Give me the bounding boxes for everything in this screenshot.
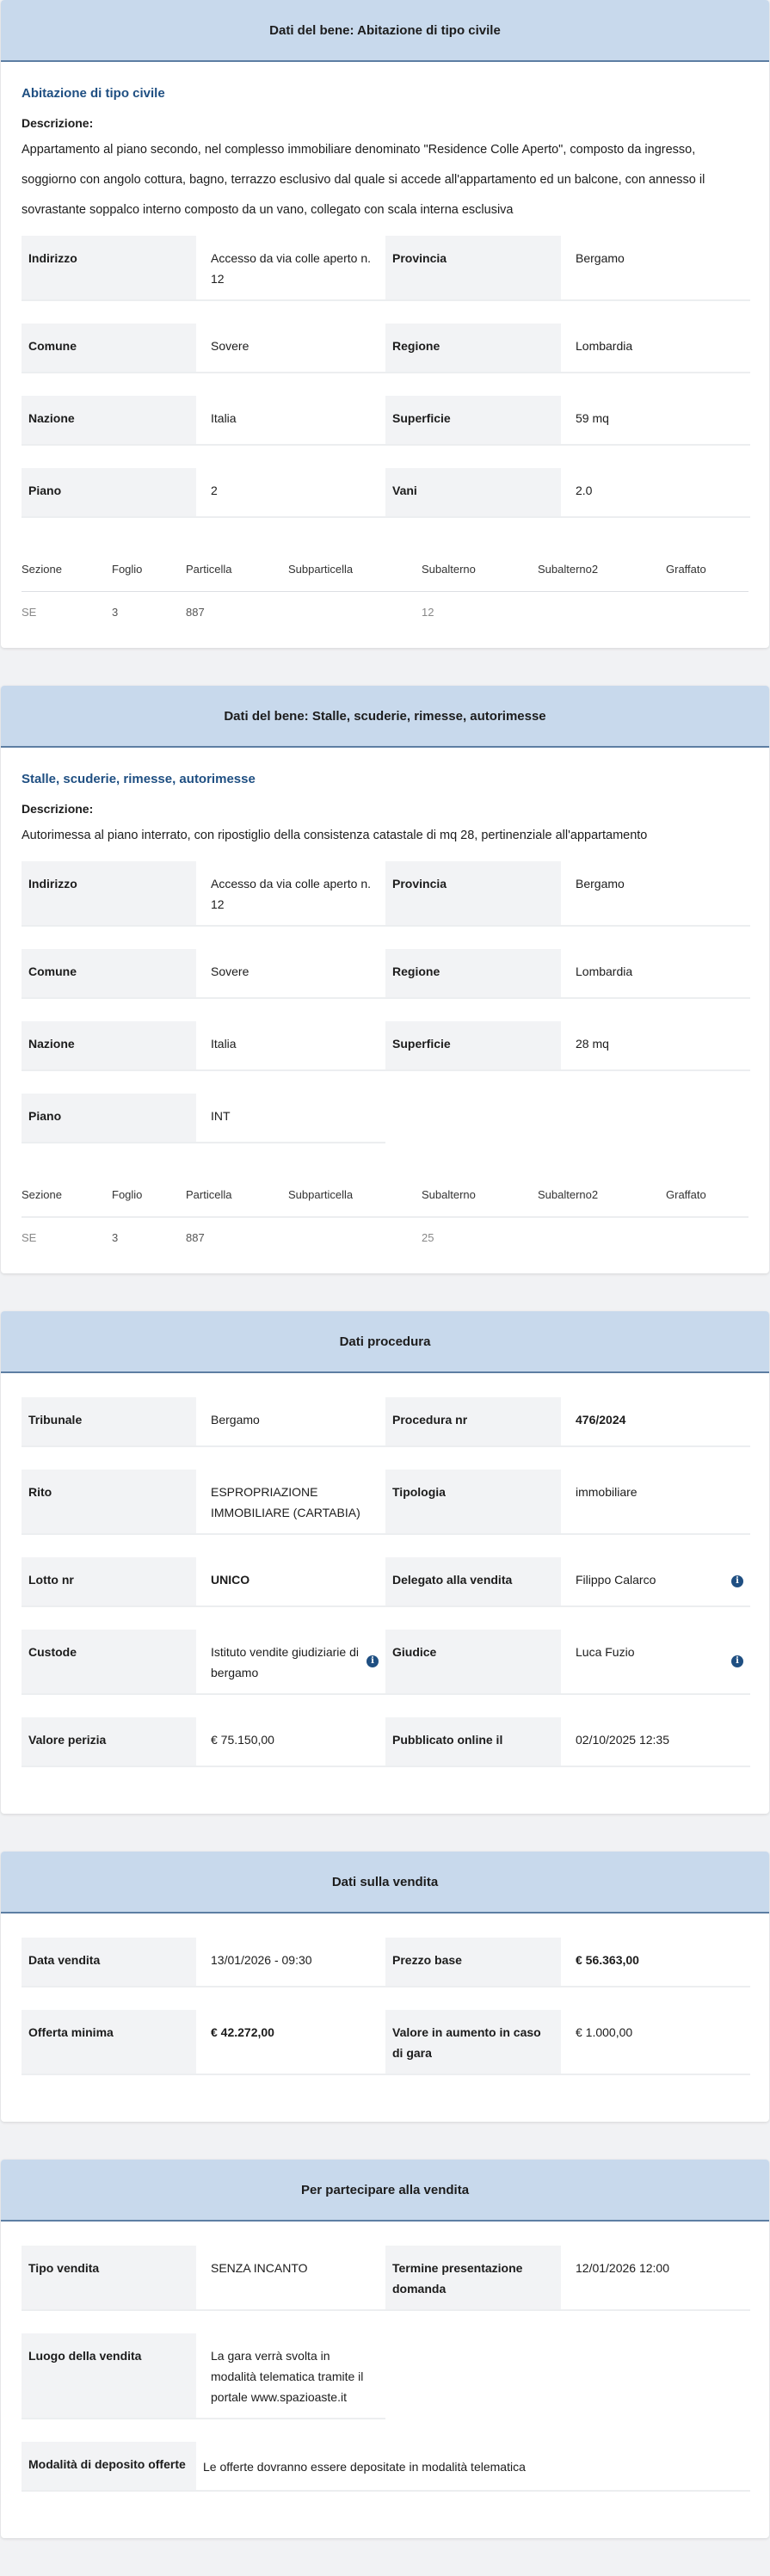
- cadastre-header: Subparticella: [288, 563, 354, 576]
- field-value: [196, 1630, 385, 1695]
- field-value: [561, 468, 750, 518]
- fields-grid: [22, 236, 748, 540]
- field-value: [196, 861, 385, 927]
- cadastre-header: Subalterno2: [538, 1188, 599, 1201]
- cadastre-cell: [538, 1231, 666, 1244]
- field-value: [561, 1397, 750, 1447]
- field-label: Prezzo base: [385, 1938, 561, 1987]
- field-value: [561, 324, 750, 373]
- field-label: Superficie: [385, 1021, 561, 1071]
- field-label: Indirizzo: [22, 861, 196, 927]
- description-label: Descrizione:: [22, 802, 94, 816]
- field-value: [196, 1717, 385, 1767]
- field-label: Vani: [385, 468, 561, 518]
- field-label: Offerta minima: [22, 2010, 196, 2075]
- field-label: Rito: [22, 1470, 196, 1535]
- field-value-text: Sovere: [211, 339, 249, 353]
- fields-grid: [22, 1938, 748, 2098]
- field-label: Tribunale: [22, 1397, 196, 1447]
- section-body: [1, 748, 769, 1249]
- field-value-text: Luca Fuzio: [576, 1645, 635, 1659]
- field-value-text: SENZA INCANTO: [211, 2261, 308, 2275]
- item-title: Abitazione di tipo civile: [22, 86, 165, 101]
- cadastre-header: Sezione: [22, 563, 62, 576]
- field-value: [196, 2442, 750, 2492]
- field-value: [196, 324, 385, 373]
- cadastre-cell: SE: [22, 1231, 37, 1244]
- field-value-text: 2: [211, 484, 218, 497]
- field-value: [561, 236, 750, 301]
- field-label: Regione: [385, 324, 561, 373]
- cadastre-cell: 3: [112, 606, 119, 619]
- field-value: [196, 236, 385, 301]
- field-value: [561, 1470, 750, 1535]
- field-value: [196, 468, 385, 518]
- field-value-text: Bergamo: [576, 251, 625, 265]
- field-value: [196, 2333, 385, 2419]
- cadastre-header: Subalterno2: [538, 563, 599, 576]
- info-icon[interactable]: i: [731, 1575, 743, 1587]
- section-body: [1, 2222, 769, 2514]
- field-label: Valore in aumento in caso di gara: [385, 2010, 561, 2075]
- cadastre-header: Subalterno: [422, 563, 476, 576]
- section-header: Dati procedura: [1, 1311, 769, 1373]
- cadastre-header: Subalterno: [422, 1188, 476, 1201]
- field-value-text: € 42.272,00: [211, 2025, 274, 2039]
- field-value-text: Italia: [211, 1037, 237, 1051]
- cadastre-data-row: [22, 592, 748, 624]
- field-value-text: Sovere: [211, 964, 249, 978]
- field-label: Pubblicato online il: [385, 1717, 561, 1767]
- cadastre-table: [22, 1176, 748, 1249]
- field-value: [196, 1470, 385, 1535]
- field-value-text: UNICO: [211, 1573, 250, 1587]
- field-label: Modalità di deposito offerte: [22, 2442, 196, 2492]
- field-value-text: La gara verrà svolta in modalità telematica tramite il portale www.spazioaste.it: [211, 2349, 364, 2404]
- field-value: [196, 1021, 385, 1071]
- field-value: [196, 949, 385, 999]
- field-label: Data vendita: [22, 1938, 196, 1987]
- cadastre-header-row: [22, 1176, 748, 1217]
- field-value-text: immobiliare: [576, 1485, 638, 1499]
- field-value-text: Bergamo: [576, 877, 625, 891]
- section-header: Per partecipare alla vendita: [1, 2160, 769, 2222]
- cadastre-header-row: [22, 551, 748, 592]
- field-value: [561, 949, 750, 999]
- cadastre-header: Graffato: [666, 1188, 706, 1201]
- field-label: Piano: [22, 1094, 196, 1143]
- fields-grid: [22, 1397, 748, 1790]
- field-value: [196, 1094, 385, 1143]
- cadastre-header: Foglio: [112, 563, 143, 576]
- cadastre-header: Particella: [186, 563, 232, 576]
- section-card: [1, 686, 769, 1273]
- field-value-text: Le offerte dovranno essere depositate in modalità telematica: [203, 2460, 526, 2474]
- field-label: Provincia: [385, 236, 561, 301]
- cadastre-cell: [538, 606, 666, 619]
- field-value-text: Lombardia: [576, 339, 633, 353]
- field-value: [561, 1557, 750, 1607]
- field-value-text: 28 mq: [576, 1037, 609, 1051]
- cadastre-header: Sezione: [22, 1188, 62, 1201]
- field-value: [196, 2246, 385, 2311]
- field-value-text: Istituto vendite giudiziarie di bergamo: [211, 1645, 359, 1679]
- field-value-text: € 75.150,00: [211, 1733, 274, 1747]
- description-label: Descrizione:: [22, 116, 94, 130]
- section-header: Dati del bene: Stalle, scuderie, rimesse, autorimesse: [1, 686, 769, 748]
- field-label: Comune: [22, 324, 196, 373]
- description-text: Autorimessa al piano interrato, con ripostiglio della consistenza catastale di mq 28, pertinenziale all'appartamento: [22, 829, 648, 842]
- field-value-text: Filippo Calarco: [576, 1573, 656, 1587]
- field-label: Custode: [22, 1630, 196, 1695]
- cadastre-table: [22, 551, 748, 624]
- field-value-text: Accesso da via colle aperto n. 12: [211, 251, 371, 286]
- cadastre-header: Foglio: [112, 1188, 143, 1201]
- cadastre-cell: 887: [186, 606, 205, 619]
- field-value-text: 13/01/2026 - 09:30: [211, 1953, 312, 1967]
- field-label: Delegato alla vendita: [385, 1557, 561, 1607]
- field-value-text: INT: [211, 1109, 231, 1123]
- cadastre-header: Particella: [186, 1188, 232, 1201]
- field-label: Nazione: [22, 396, 196, 446]
- field-value: [196, 1938, 385, 1987]
- empty-cell: [561, 2333, 750, 2442]
- cadastre-header: Graffato: [666, 563, 706, 576]
- field-value-text: 02/10/2025 12:35: [576, 1733, 669, 1747]
- field-label: Termine presentazione domanda: [385, 2246, 561, 2311]
- field-value-text: Accesso da via colle aperto n. 12: [211, 877, 371, 911]
- field-label: Tipo vendita: [22, 2246, 196, 2311]
- field-label: Regione: [385, 949, 561, 999]
- section-body: [1, 1373, 769, 1790]
- cadastre-cell: [288, 606, 422, 619]
- cadastre-data-row: [22, 1217, 748, 1249]
- cadastre-cell: 25: [422, 1231, 434, 1244]
- cadastre-cell: 3: [112, 1231, 119, 1244]
- field-value: [196, 1557, 385, 1607]
- info-icon[interactable]: i: [367, 1655, 379, 1667]
- field-label: Procedura nr: [385, 1397, 561, 1447]
- field-value-text: 59 mq: [576, 411, 609, 425]
- field-value-text: € 1.000,00: [576, 2025, 633, 2039]
- description-text: Appartamento al piano secondo, nel complesso immobiliare denominato "Residence Colle Aperto", composto da ingresso, soggiorno con angolo cottura, bagno, terrazzo esclusivo dal quale si accede all'appartamento ed un balcone, con annesso il sovrastante soppalco interno composto da un vano, collegato con scala interna esclusiva: [22, 143, 705, 217]
- field-value: [561, 1630, 750, 1695]
- field-label: Nazione: [22, 1021, 196, 1071]
- field-label: Valore perizia: [22, 1717, 196, 1767]
- field-value: [561, 1717, 750, 1767]
- field-value: [196, 1397, 385, 1447]
- section-body: [1, 1914, 769, 2098]
- field-value-text: 476/2024: [576, 1413, 626, 1427]
- cadastre-header: Subparticella: [288, 1188, 354, 1201]
- empty-cell: [385, 2333, 561, 2442]
- cadastre-cell: [666, 606, 750, 619]
- field-value: [561, 2010, 750, 2075]
- section-card: [1, 0, 769, 648]
- field-value-text: Lombardia: [576, 964, 633, 978]
- field-label: Superficie: [385, 396, 561, 446]
- field-value-text: Italia: [211, 411, 237, 425]
- cadastre-cell: [666, 1231, 750, 1244]
- fields-grid: [22, 2246, 748, 2514]
- field-value-text: 12/01/2026 12:00: [576, 2261, 669, 2275]
- field-value-text: € 56.363,00: [576, 1953, 639, 1967]
- field-value: [561, 1938, 750, 1987]
- field-value: [561, 396, 750, 446]
- field-value: [561, 861, 750, 927]
- section-header: Dati sulla vendita: [1, 1852, 769, 1914]
- item-title: Stalle, scuderie, rimesse, autorimesse: [22, 772, 256, 786]
- info-icon[interactable]: i: [731, 1655, 743, 1667]
- field-value-text: 2.0: [576, 484, 593, 497]
- section-card: [1, 1311, 769, 1814]
- section-body: [1, 62, 769, 624]
- field-value: [561, 1021, 750, 1071]
- field-value-text: ESPROPRIAZIONE IMMOBILIARE (CARTABIA): [211, 1485, 360, 1519]
- field-value-text: Bergamo: [211, 1413, 260, 1427]
- cadastre-cell: 12: [422, 606, 434, 619]
- fields-grid: [22, 861, 748, 1166]
- field-label: Piano: [22, 468, 196, 518]
- section-header: Dati del bene: Abitazione di tipo civile: [1, 0, 769, 62]
- cadastre-cell: 887: [186, 1231, 205, 1244]
- field-label: Luogo della vendita: [22, 2333, 196, 2419]
- field-label: Tipologia: [385, 1470, 561, 1535]
- field-label: Provincia: [385, 861, 561, 927]
- field-value: [196, 396, 385, 446]
- field-label: Comune: [22, 949, 196, 999]
- cadastre-cell: SE: [22, 606, 37, 619]
- field-label: Lotto nr: [22, 1557, 196, 1607]
- section-card: [1, 2160, 769, 2538]
- cadastre-cell: [288, 1231, 422, 1244]
- field-value: [196, 2010, 385, 2075]
- field-label: Indirizzo: [22, 236, 196, 301]
- field-value: [561, 2246, 750, 2311]
- field-label: Giudice: [385, 1630, 561, 1695]
- section-card: [1, 1852, 769, 2122]
